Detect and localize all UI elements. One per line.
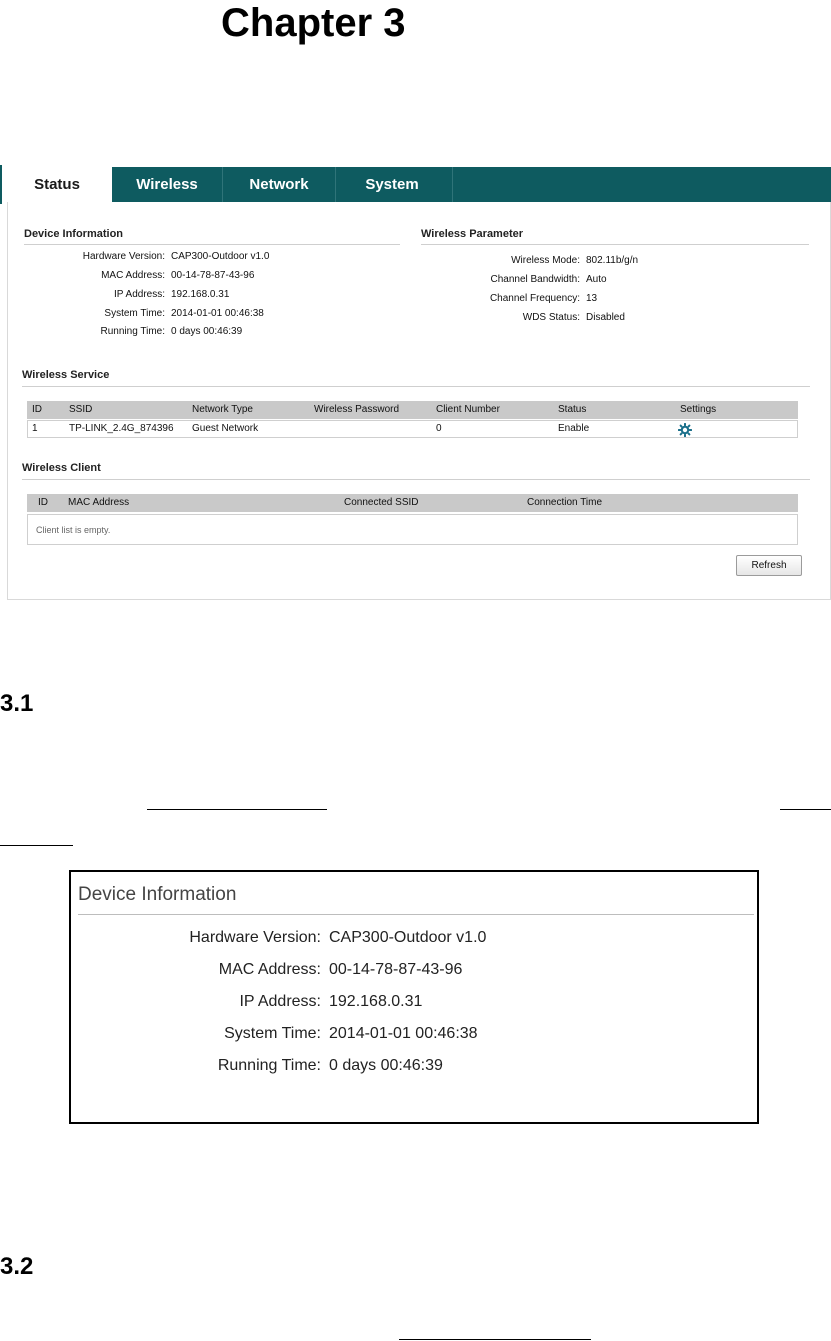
client-list-empty: Client list is empty. [36, 525, 111, 535]
col-header: Settings [680, 404, 717, 415]
status-screenshot [0, 165, 831, 601]
section-number: 3.1 [0, 690, 34, 717]
zoom-row: Hardware Version: CAP300-Outdoor v1.0 [189, 929, 487, 946]
col-header: Connection Time [527, 497, 603, 508]
section-number: 3.2 [0, 1253, 34, 1280]
col-header: Client Number [436, 404, 500, 415]
tab-system[interactable]: System [365, 176, 419, 193]
wireless-param-title: Wireless Parameter [421, 228, 524, 240]
zoom-row: Running Time: 0 days 00:46:39 [217, 1057, 443, 1074]
divider [78, 914, 754, 915]
col-header: MAC Address [68, 497, 130, 508]
row-status: Enable [558, 423, 590, 434]
tab-status[interactable]: Status [0, 165, 112, 204]
col-header: Status [558, 404, 587, 415]
wireless-param-row: Channel Bandwidth: Auto [490, 274, 607, 285]
row-ssid: TP-LINK_2.4G_874396 [69, 423, 174, 434]
row-network-type: Guest Network [192, 423, 259, 434]
col-header: ID [32, 404, 42, 415]
zoom-row: System Time: 2014-01-01 00:46:38 [224, 1025, 478, 1042]
link-underline [0, 845, 73, 846]
col-header: Network Type [192, 404, 253, 415]
zoom-row: MAC Address: 00-14-78-87-43-96 [218, 961, 463, 978]
wireless-param-row: WDS Status: Disabled [522, 312, 625, 323]
device-info-row: System Time: 2014-01-01 00:46:38 [104, 308, 264, 319]
divider [22, 479, 810, 480]
link-underline [399, 1339, 591, 1340]
row-clients: 0 [436, 423, 442, 434]
wireless-param-row: Channel Frequency: 13 [489, 293, 598, 304]
divider [421, 244, 809, 245]
device-info-row: MAC Address: 00-14-78-87-43-96 [101, 270, 255, 281]
col-header: SSID [69, 404, 93, 415]
link-underline [780, 809, 831, 810]
device-info-zoom [69, 870, 759, 1124]
col-header: Wireless Password [314, 404, 400, 415]
divider [24, 244, 400, 245]
device-info-row: Running Time: 0 days 00:46:39 [100, 326, 243, 337]
wireless-client-title: Wireless Client [22, 462, 101, 474]
tab-network[interactable]: Network [249, 176, 309, 193]
gear-icon[interactable] [678, 423, 692, 437]
device-info-title: Device Information [24, 228, 124, 240]
refresh-button[interactable]: Refresh [736, 555, 802, 576]
col-header: Connected SSID [344, 497, 419, 508]
divider [22, 386, 810, 387]
zoom-title: Device Information [78, 884, 237, 905]
wireless-service-title: Wireless Service [22, 369, 110, 381]
tab-divider [452, 167, 453, 202]
device-info-row: IP Address: 192.168.0.31 [114, 289, 230, 300]
client-list-empty-row [27, 514, 798, 545]
row-id: 1 [32, 423, 38, 434]
zoom-row: IP Address: 192.168.0.31 [239, 993, 423, 1010]
tab-wireless[interactable]: Wireless [136, 176, 198, 193]
wireless-param-row: Wireless Mode: 802.11b/g/n [511, 255, 639, 266]
device-info-row: Hardware Version: CAP300-Outdoor v1.0 [82, 251, 270, 262]
chapter-title: Chapter 3 [221, 1, 406, 45]
link-underline [147, 809, 327, 810]
col-header: ID [38, 497, 48, 508]
